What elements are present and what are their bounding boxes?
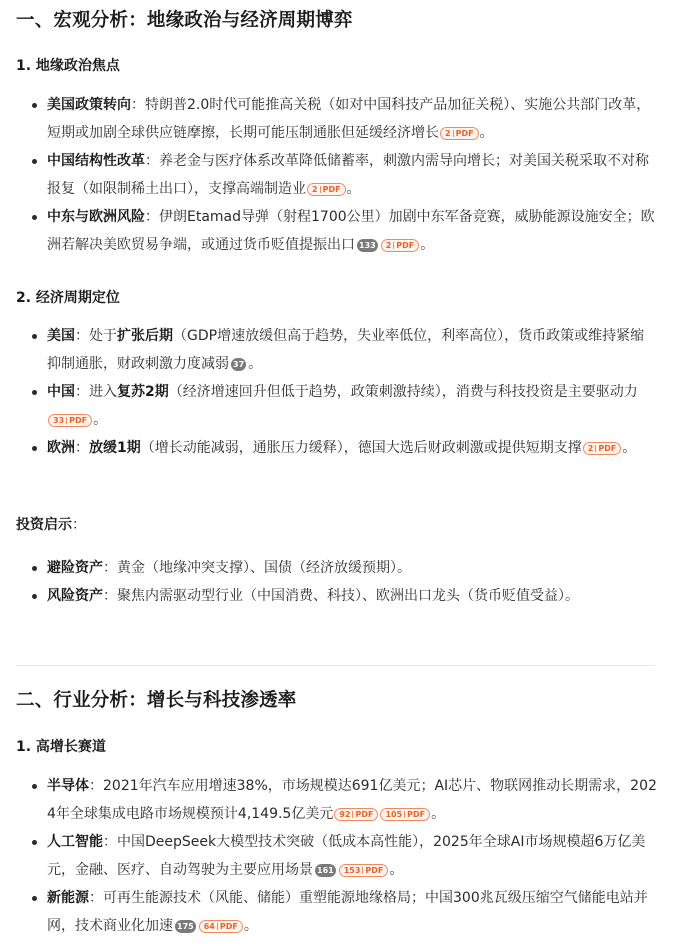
item-text: ：特朗普2.0时代可能推高关税（如对中国科技产品加征关税）、实施公共部门改革，短期或加剧全球供应链摩擦，长期可能压制通胀但延缓经济增长 <box>47 97 651 141</box>
item-label: 新能源 <box>47 890 89 906</box>
list-item <box>16 884 657 940</box>
list-item <box>16 91 657 147</box>
list-item <box>16 554 657 582</box>
pdf-citation-badge[interactable]: 2 PDF <box>381 239 420 252</box>
item-label: 风险资产 <box>47 588 103 604</box>
pdf-citation-badge[interactable]: 92 PDF <box>334 808 378 821</box>
item-text: （经济增速回升但低于趋势，政策刺激持续），消费与科技投资是主要驱动力 <box>168 384 638 400</box>
subsection-title-high-growth: 1. 高增长赛道 <box>16 739 106 755</box>
item-end: 。 <box>389 862 404 878</box>
item-end: 。 <box>420 237 435 253</box>
item-text: ：伊朗Etamad导弹（射程1700公里）加剧中东军备竞赛，威胁能源设施安全；欧洲若解决美欧贸易争端，或通过货币贬值提振出口 <box>47 209 655 253</box>
item-end: 。 <box>346 181 361 197</box>
reference-number-badge[interactable]: 175 <box>177 922 194 931</box>
item-text: ：养老金与医疗体系改革降低储蓄率，刺激内需导向增长；对美国关税采取不对称报复（如限制稀土出口），支撑高端制造业 <box>47 153 649 197</box>
subsection-title-economic-cycle: 2. 经济周期定位 <box>16 290 120 306</box>
item-label: 中国结构性改革 <box>47 153 145 169</box>
pdf-citation-badge[interactable]: 2 PDF <box>583 442 622 455</box>
item-label: 人工智能 <box>47 834 103 850</box>
item-text: （GDP增速放缓但高于趋势，失业率低位，利率高位），货币政策或维持紧缩抑制通胀，财政刺激力度减弱 <box>47 328 645 372</box>
item-bold-phase: 复苏2期 <box>117 384 169 400</box>
list-item <box>16 203 657 259</box>
item-text: ：可再生能源技术（风能、储能）重塑能源地缘格局；中国300兆瓦级压缩空气储能电站并网，技术商业化加速 <box>47 890 648 934</box>
high-growth-list <box>16 772 657 940</box>
list-item <box>16 582 657 610</box>
geopolitics-list <box>16 91 657 259</box>
item-end: 。 <box>248 356 263 372</box>
list-item <box>16 322 657 378</box>
item-bold-phase: 扩张后期 <box>117 328 173 344</box>
item-pre: ： <box>75 440 89 456</box>
investment-list <box>16 554 657 610</box>
item-end: 。 <box>479 125 494 141</box>
item-end: 。 <box>622 440 637 456</box>
pdf-citation-badge[interactable]: 2 PDF <box>440 127 479 140</box>
section-title-industry: 二、行业分析：增长与科技渗透率 <box>16 690 297 711</box>
list-item <box>16 147 657 203</box>
list-item <box>16 772 657 828</box>
item-text: ：聚焦内需驱动型行业（中国消费、科技）、欧洲出口龙头（货币贬值受益）。 <box>103 588 579 604</box>
reference-number-badge[interactable]: 37 <box>233 360 245 369</box>
investment-implications-heading: 投资启示： <box>16 517 86 533</box>
item-label: 中东与欧洲风险 <box>47 209 145 225</box>
item-bold-phase: 放缓1期 <box>89 440 141 456</box>
item-text: ：2021年汽车应用增速38%，市场规模达691亿美元；AI芯片、物联网推动长期需求，2024年全球集成电路市场规模预计4,149.5亿美元 <box>47 778 657 822</box>
item-label: 半导体 <box>47 778 89 794</box>
pdf-citation-badge[interactable]: 33 PDF <box>48 414 92 427</box>
economic-cycle-list <box>16 322 657 462</box>
pdf-citation-badge[interactable]: 105 PDF <box>380 808 430 821</box>
item-text: ：黄金（地缘冲突支撑）、国债（经济放缓预期）。 <box>103 560 411 576</box>
item-text: （增长动能减弱，通胀压力缓释），德国大选后财政刺激或提供短期支撑 <box>140 440 582 456</box>
item-pre: ：进入 <box>75 384 117 400</box>
section-divider <box>16 665 655 666</box>
list-item <box>16 828 657 884</box>
item-end: 。 <box>93 412 108 428</box>
item-label: 欧洲 <box>47 440 75 456</box>
reference-number-badge[interactable]: 133 <box>359 241 376 250</box>
item-label: 中国 <box>47 384 75 400</box>
pdf-citation-badge[interactable]: 64 PDF <box>199 920 243 933</box>
subsection-title-geopolitics: 1. 地缘政治焦点 <box>16 58 120 74</box>
pdf-citation-badge[interactable]: 2 PDF <box>307 183 346 196</box>
list-item <box>16 434 657 462</box>
item-text: ：中国DeepSeek大模型技术突破（低成本高性能），2025年全球AI市场规模超6万亿美元，金融、医疗、自动驾驶为主要应用场景 <box>47 834 646 878</box>
list-item <box>16 378 657 434</box>
item-pre: ：处于 <box>75 328 117 344</box>
item-end: 。 <box>243 918 258 934</box>
pdf-citation-badge[interactable]: 153 PDF <box>339 864 389 877</box>
item-label: 美国政策转向 <box>47 97 131 113</box>
reference-number-badge[interactable]: 161 <box>317 866 334 875</box>
item-end: 。 <box>431 806 446 822</box>
item-label: 避险资产 <box>47 560 103 576</box>
item-label: 美国 <box>47 328 75 344</box>
section-title-macro: 一、宏观分析：地缘政治与经济周期博弈 <box>16 10 353 31</box>
